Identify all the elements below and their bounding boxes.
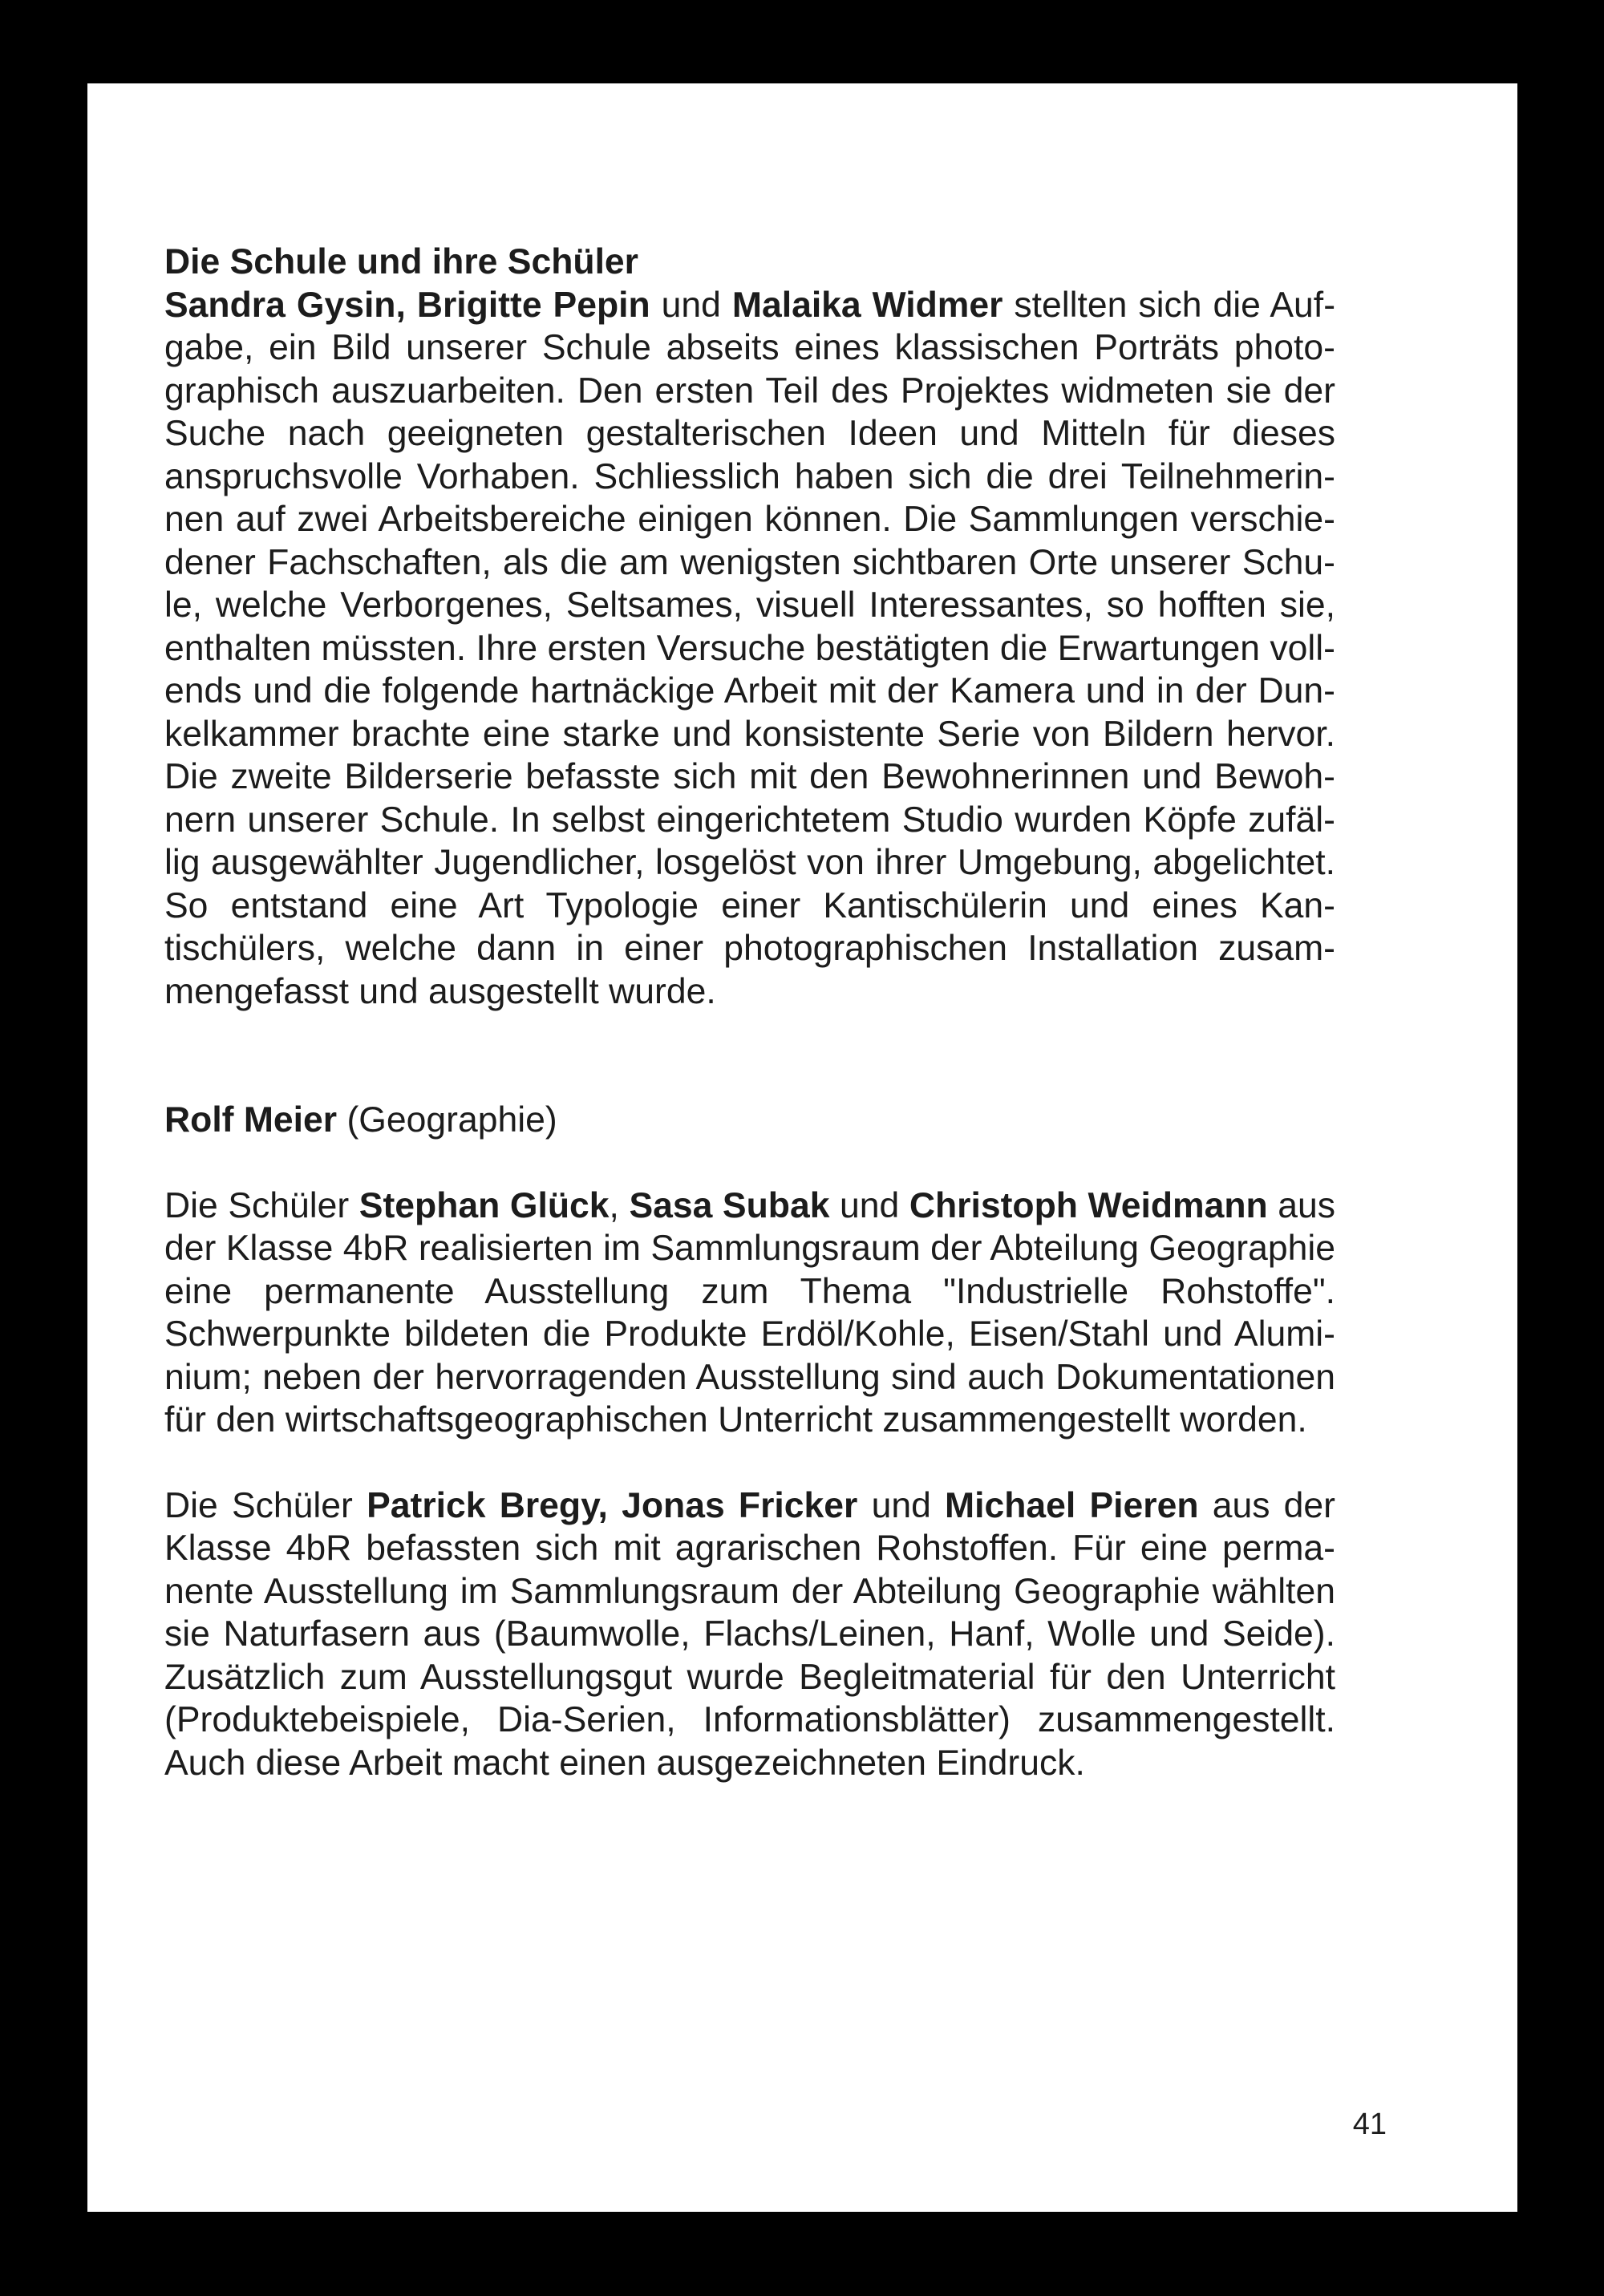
student-name: Sasa Subak [629,1185,830,1225]
teacher-name: Rolf Meier [164,1100,338,1140]
paragraph-intro: Die Schüler [164,1185,359,1225]
participant-names: Sandra Gysin, Brigitte Pepin [164,285,650,325]
document-page [87,83,1517,2212]
paragraph-intro: Die Schüler [164,1485,367,1525]
separator-text: , [609,1185,630,1225]
separator-text: und [829,1185,909,1225]
project-paragraph-2 [164,1484,1335,1785]
spacer [164,1013,1335,1099]
spacer [164,1142,1335,1184]
connector-text: und [650,285,732,325]
section-heading: Die Schule und ihre Schüler [164,242,638,281]
page-number: 41 [1352,2108,1387,2141]
separator-text: und [857,1485,946,1525]
teacher-subject: (Geographie) [337,1100,557,1140]
participant-name: Malaika Widmer [731,285,1003,325]
paragraph-text: stellten sich die Aufgabe, ein Bild unserer Schule abseits eines klassischen Porträts photographisch auszuarbeiten. Den ersten Teil des Projektes widmeten sie der Suche nach geeigneten gestalterischen Ideen und Mitteln für dieses anspruchsvolle Vorhaben. Schliesslich haben sich die drei Teilnehmerinnen auf zwei Arbeitsbereiche einigen können. Die Sammlungen verschiedener Fachschaften, als die am wenigsten sichtbaren Orte unserer Schule, welche Verborgenes, Seltsames, visuell Interessantes, so hofften sie, enthalten müssten. Ihre ersten Versuche bestätigten die Erwartungen vollends und die folgende hartnäckige Arbeit mit der Kamera und in der Dunkelkammer brachte eine starke und konsistente Serie von Bildern hervor. Die zweite Bilderserie befasste sich mit den Bewohnerinnen und Bewohnern unserer Schule. In selbst eingerichtetem Studio wurden Köpfe zufällig ausgewählter Jugendlicher, losgelöst von ihrer Umgebung, abgelichtet. So entstand eine Art Typologie einer Kantischülerin und eines Kantischülers, welche dann in einer photographischen Installation zusammengefasst und ausgestellt wurde. [164,285,1336,1011]
student-name: Michael Pieren [945,1485,1199,1525]
teacher-line [164,1099,1335,1142]
spacer [164,1442,1335,1484]
project-paragraph-1 [164,1184,1335,1442]
student-names: Patrick Bregy, Jonas Fricker [367,1485,858,1525]
paragraph-text: aus der Klasse 4bR realisierten im Sammlungsraum der Abteilung Geographie eine permanente Ausstellung zum Thema "Industrielle Rohstoffe". Schwerpunkte bildeten die Produkte Erdöl/Kohle, Eisen/Stahl und Aluminium; neben der hervorragenden Ausstellung sind auch Dokumentationen für den wirtschaftsgeographischen Unterricht zusammengestellt worden. [164,1185,1335,1440]
student-name: Christoph Weidmann [909,1185,1268,1225]
paragraph-text: aus der Klasse 4bR befassten sich mit agrarischen Rohstoffen. Für eine permanente Ausstellung im Sammlungsraum der Abteilung Geographie wählten sie Naturfasern aus (Baumwolle, Flachs/Leinen, Hanf, Wolle und Seide). Zusätzlich zum Ausstellungsgut wurde Begleitmaterial für den Unterricht (Produktebeispiele, Dia-Serien, Informationsblätter) zusammengestellt. Auch diese Arbeit macht einen ausgezeichneten Eindruck. [164,1485,1335,1783]
page-content [164,241,1335,1784]
section-paragraph [164,284,1335,1014]
student-name: Stephan Glück [358,1185,610,1225]
